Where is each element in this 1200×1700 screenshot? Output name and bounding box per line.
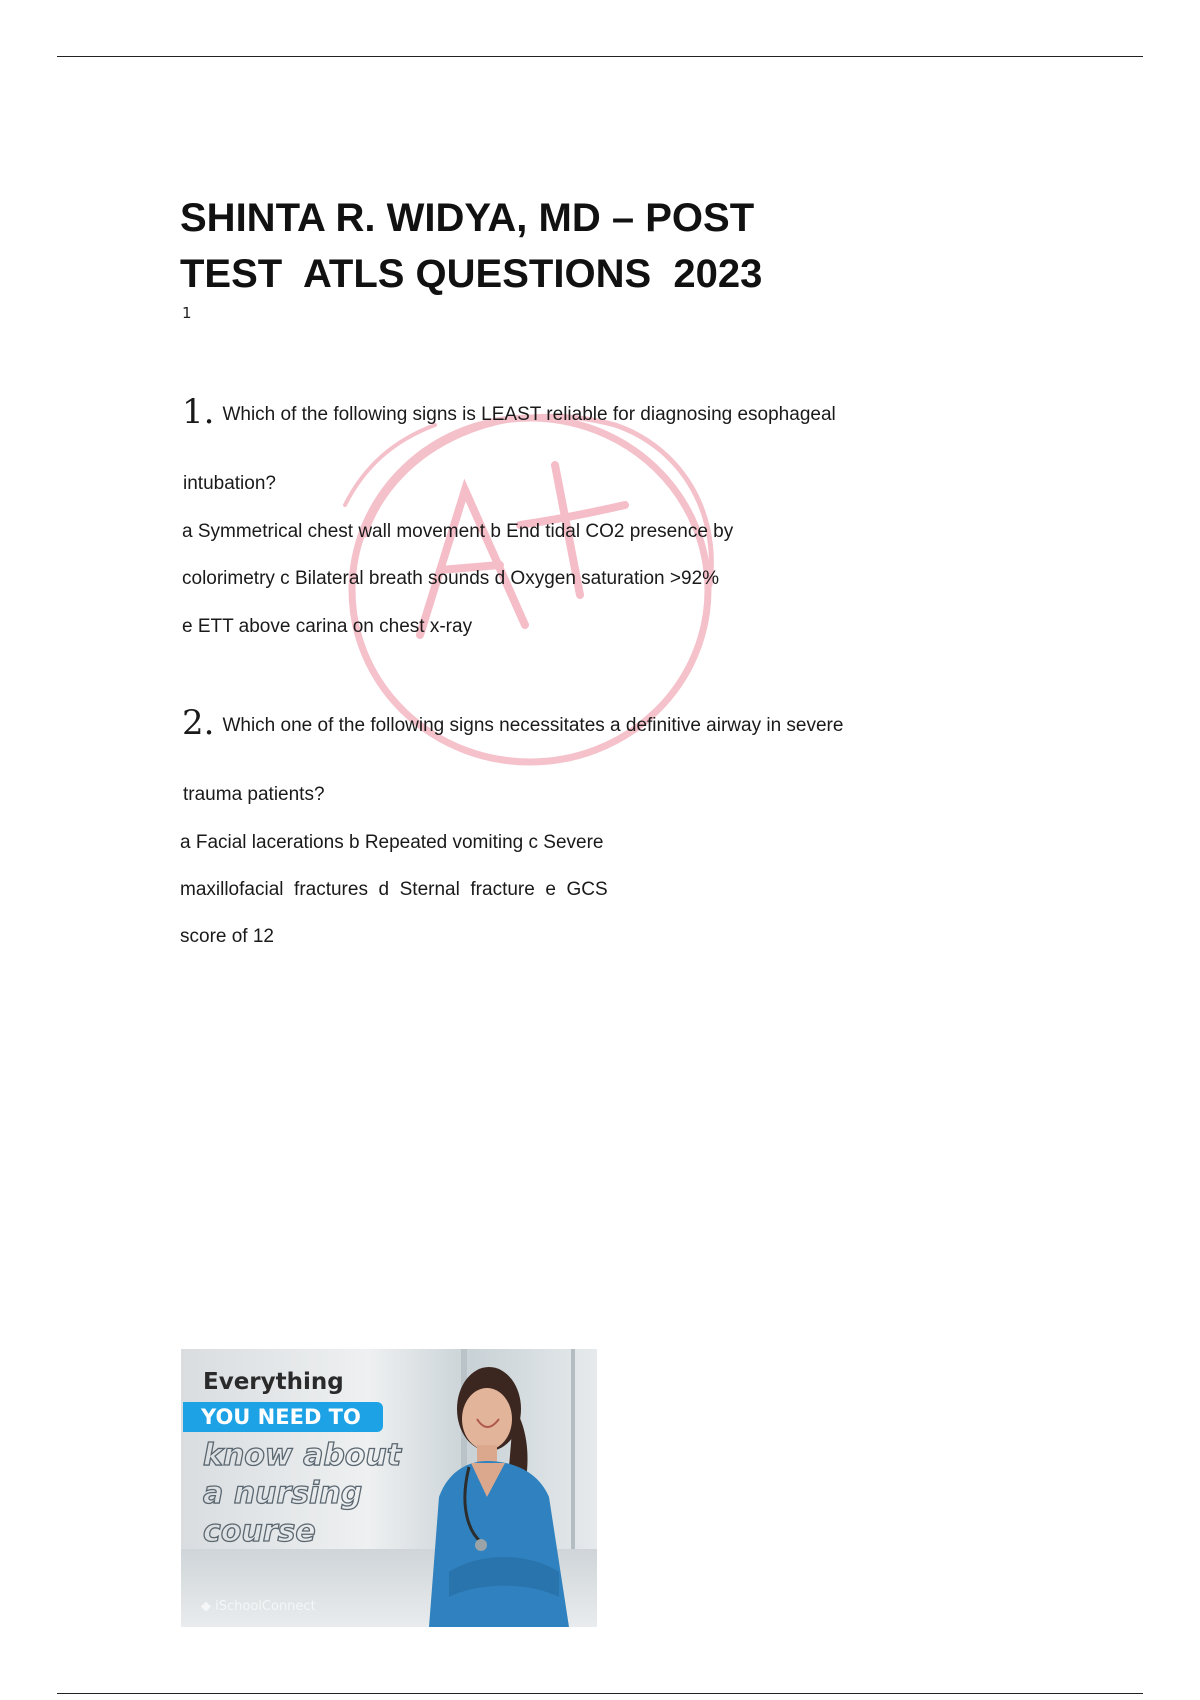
page-number: 1 (182, 304, 192, 322)
nurse-illustration (409, 1357, 589, 1627)
ad-headline-highlight: YOU NEED TO (183, 1402, 383, 1432)
title-line-2: TEST ATLS QUESTIONS 2023 (180, 252, 763, 296)
question-2-options-line-1: a Facial lacerations b Repeated vomiting c Severe (180, 832, 604, 853)
question-1-options-line-2: colorimetry c Bilateral breath sounds d Oxygen saturation >92% (182, 568, 720, 589)
question-2-header (182, 703, 843, 743)
ad-brand-logo: ◆ iSchoolConnect (201, 1599, 316, 1614)
question-2-line-2: trauma patients? (183, 784, 325, 805)
question-1-line-2: intubation? (183, 473, 276, 494)
title-line-1: SHINTA R. WIDYA, MD – POST (180, 196, 755, 240)
question-1-options-line-1: a Symmetrical chest wall movement b End tidal CO2 presence by (182, 521, 734, 542)
ad-headline-everything: Everything (203, 1369, 344, 1395)
document-title (180, 190, 762, 302)
question-2-options-line-2: maxillofacial fractures d Sternal fracture e GCS (180, 879, 608, 900)
nursing-course-ad-banner[interactable] (181, 1349, 597, 1627)
question-2-text: Which one of the following signs necessitates a definitive airway in severe (222, 715, 844, 736)
ad-headline-line-3: know about (203, 1438, 402, 1473)
ad-headline-line-5: course (203, 1514, 316, 1549)
ad-headline-line-4: a nursing (203, 1476, 363, 1511)
question-2-options-line-3: score of 12 (180, 926, 274, 947)
bottom-rule (57, 1693, 1143, 1694)
question-1-options-line-3: e ETT above carina on chest x-ray (182, 616, 473, 637)
question-1-header (182, 392, 836, 432)
question-2-number: 2. (182, 703, 215, 743)
question-1-text: Which of the following signs is LEAST reliable for diagnosing esophageal (222, 404, 836, 425)
top-rule (57, 56, 1143, 57)
question-1-number: 1. (182, 392, 215, 432)
ad-headline-outline (203, 1437, 401, 1551)
ad-brand-name: iSchoolConnect (215, 1599, 316, 1614)
